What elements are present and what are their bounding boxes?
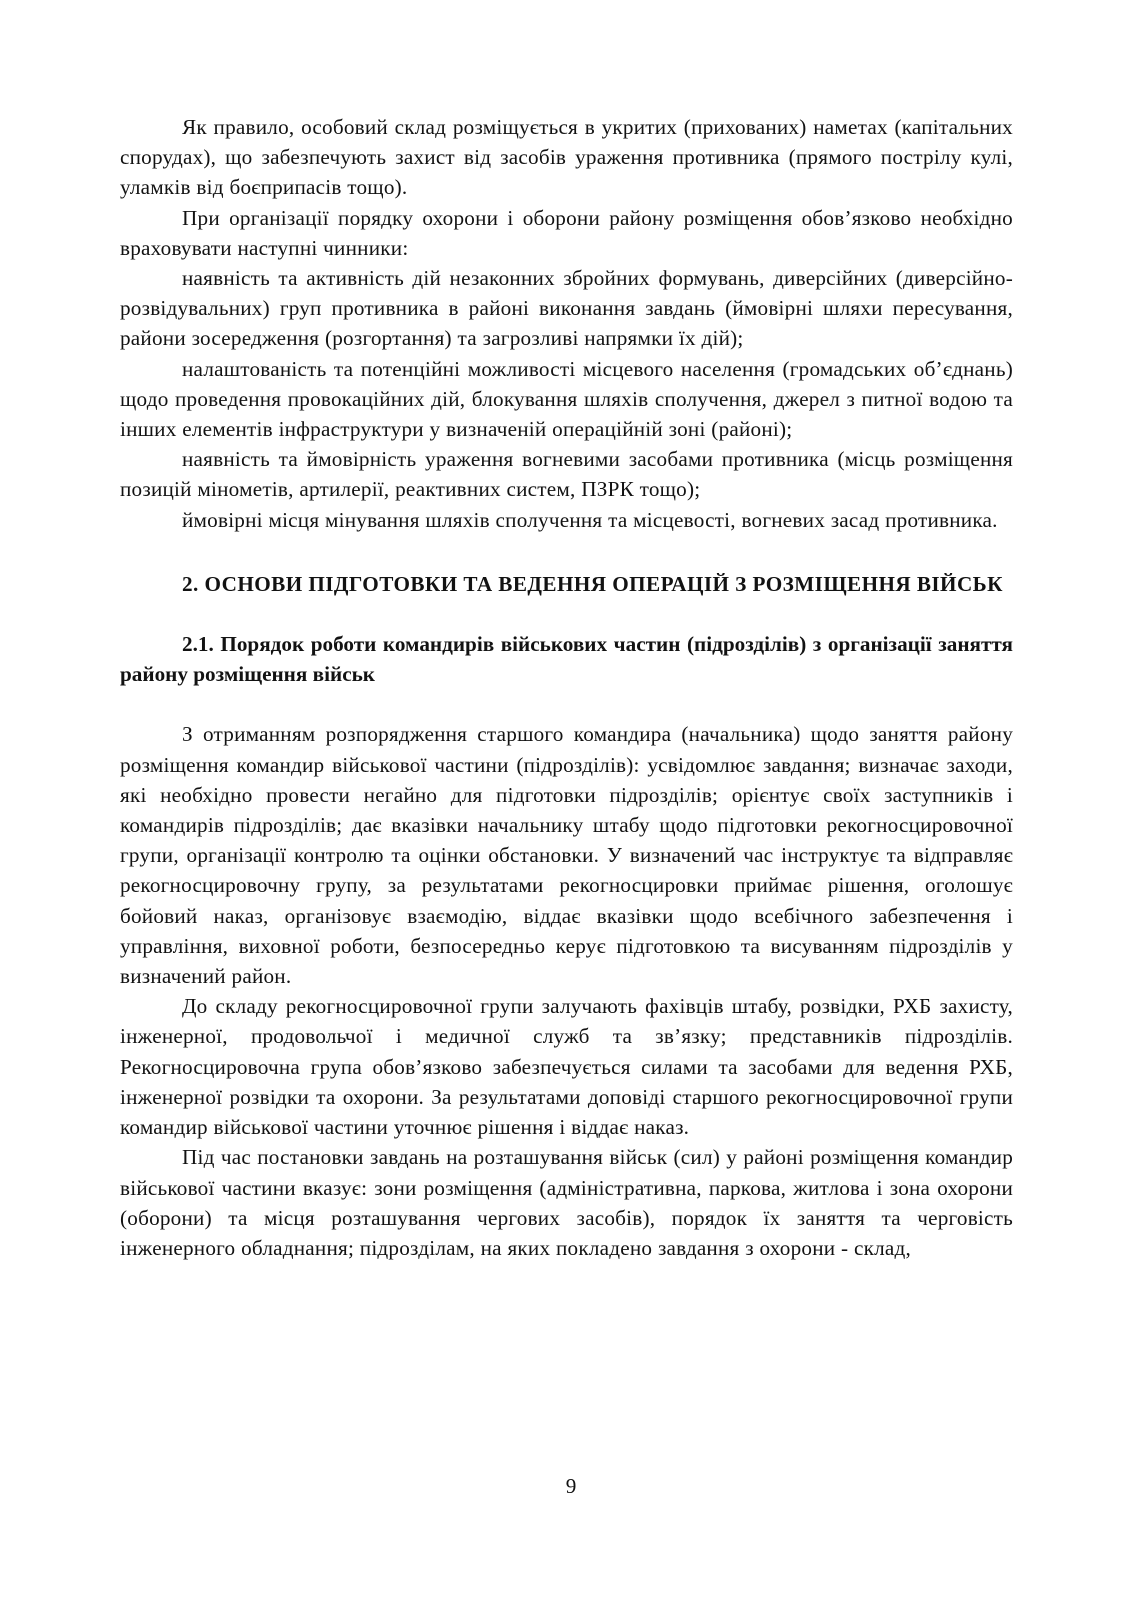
paragraph-factor-enemy-fire-means: наявність та ймовірність ураження вогневими засобами противника (місць розміщення позицій мінометів, артилерії, реактивних систем, ПЗРК тощо); bbox=[120, 447, 1013, 502]
paragraph-task-assignment-zones: Під час постановки завдань на розташування військ (сил) у районі розміщення командир військової частини вказує: зони розміщення (адміністративна, паркова, житлова і зона охорони (оборони) та місця розташування чергових засобів), порядок їх заняття та черговість інженерного обладнання; підрозділам, на яких покладено завдання з охорони - склад, bbox=[120, 1145, 1013, 1260]
paragraph-factor-local-population: налаштованість та потенційні можливості місцевого населення (громадських об’єднань) щодо проведення провокаційних дій, блокування шляхів сполучення, джерел з питної водою та інших елементів інфраструктури у визначеній операційній зоні (районі); bbox=[120, 356, 1013, 442]
paragraph-recon-group-composition: До складу рекогносцировочної групи залучають фахівців штабу, розвідки, РХБ захисту, інженерної, продовольчої і медичної служб та зв’язку; представників підрозділів. Рекогносцировочна група обов’язково забезпечується силами та засобами для ведення РХБ, інженерної розвідки та охорони. За результатами доповіді старшого рекогносцировочної групи командир військової частини уточнює рішення і віддає наказ. bbox=[120, 994, 1013, 1140]
page-number: 9 bbox=[565, 1474, 577, 1498]
paragraph-commander-work-order: З отриманням розпорядження старшого командира (начальника) щодо заняття району розміщення командир військової частини (підрозділів): усвідомлює завдання; визначає заходи, які необхідно провести негайно для підготовки підрозділів; орієнтує своїх заступників і командирів підрозділів; дає вказівки начальнику штабу щодо підготовки рекогносцировочної групи, організації контролю та оцінки обстановки. У визначений час інструктує та відправляє рекогносцировочну групу, за результатами рекогносцировки приймає рішення, оголошує бойовий наказ, організовує взаємодію, віддає вказівки щодо всебічного забезпечення і управління, виховної роботи, безпосередньо керує підготовкою та висуванням підрозділів у визначений район. bbox=[120, 722, 1013, 989]
page-content bbox=[120, 112, 1013, 1263]
section-heading-2: 2. ОСНОВИ ПІДГОТОВКИ ТА ВЕДЕННЯ ОПЕРАЦІЙ З РОЗМІЩЕННЯ ВІЙСЬК bbox=[182, 571, 1003, 596]
paragraph-factor-mining-ambush: ймовірні місця мінування шляхів сполучення та місцевості, вогневих засад противника. bbox=[182, 507, 998, 532]
section-heading-2-1: 2.1. Порядок роботи командирів військових частин (підрозділів) з організації заняття району розміщення військ bbox=[120, 632, 1013, 687]
paragraph-factor-illegal-armed-groups: наявність та активність дій незаконних збройних формувань, диверсійних (диверсійно-розвідувальних) груп противника в районі виконання завдань (ймовірні шляхи пересування, райони зосередження (розгортання) та загрозливі напрямки їх дій); bbox=[120, 266, 1013, 351]
paragraph-general-accommodation: Як правило, особовий склад розміщується в укритих (прихованих) наметах (капітальних спорудах), що забезпечують захист від засобів ураження противника (прямого пострілу кулі, уламків від боєприпасів тощо). bbox=[120, 115, 1013, 200]
paragraph-security-organization-intro: При організації порядку охорони і оборони району розміщення обов’язково необхідно враховувати наступні чинники: bbox=[120, 205, 1013, 260]
